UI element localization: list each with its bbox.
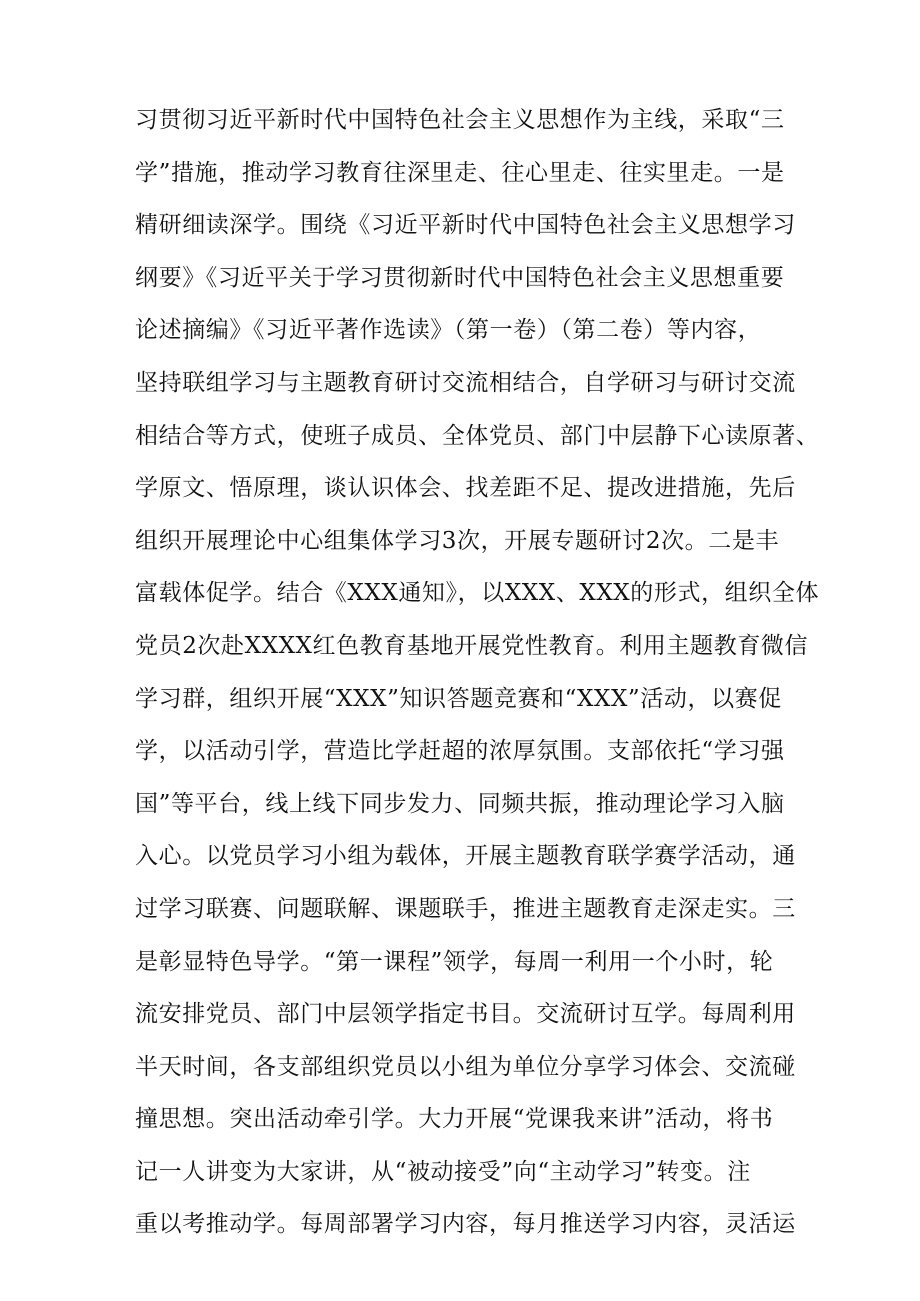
text-line-16: 过学习联赛、问题联解、课题联手，推进主题教育走深走实。三 <box>135 895 796 922</box>
text-line-20: 撞思想。突出活动牵引学。大力开展“党课我来讲”活动，将书 <box>135 1106 774 1133</box>
text-line-3: 精研细读深学。围绕《习近平新时代中国特色社会主义思想学习 <box>135 212 796 239</box>
text-line-17: 是彰显特色导学。“第一课程”领学，每周一利用一个小时，轮 <box>135 948 774 975</box>
text-line-5: 论述摘编》《习近平著作选读》（第一卷）（第二卷）等内容， <box>135 317 762 344</box>
text-line-9: 组织开展理论中心组集体学习3次，开展专题研讨2次。二是丰 <box>135 527 780 554</box>
text-line-8: 学原文、悟原理，谈认识体会、找差距不足、提改进措施，先后 <box>135 475 796 502</box>
body-paragraph <box>135 94 825 1251</box>
text-line-21: 记一人讲变为大家讲，从“被动接受”向“主动学习”转变。注 <box>135 1158 751 1185</box>
text-line-2: 学”措施，推动学习教育往深里走、往心里走、往实里走。一是 <box>135 159 785 186</box>
text-line-15: 入心。以党员学习小组为载体，开展主题教育联学赛学活动，通 <box>135 843 796 870</box>
text-line-7: 相结合等方式，使班子成员、全体党员、部门中层静下心读原著、 <box>135 422 820 449</box>
text-line-4: 纲要》《习近平关于学习贯彻新时代中国特色社会主义思想重要 <box>135 264 785 291</box>
text-line-14: 国”等平台，线上线下同步发力、同频共振，推动理论学习入脑 <box>135 790 785 817</box>
text-line-6: 坚持联组学习与主题教育研讨交流相结合，自学研习与研讨交流 <box>135 369 796 396</box>
text-line-18: 流安排党员、部门中层领学指定书目。交流研讨互学。每周利用 <box>135 1001 796 1028</box>
text-line-12: 学习群，组织开展“XXX”知识答题竞赛和“XXX”活动，以赛促 <box>135 685 782 712</box>
text-line-22: 重以考推动学。每周部署学习内容，每月推送学习内容，灵活运 <box>135 1211 796 1238</box>
text-line-13: 学，以活动引学，营造比学赶超的浓厚氛围。支部依托“学习强 <box>135 738 785 765</box>
text-line-19: 半天时间，各支部组织党员以小组为单位分享学习体会、交流碰 <box>135 1053 796 1080</box>
text-line-1: 习贯彻习近平新时代中国特色社会主义思想作为主线，采取“三 <box>135 107 785 133</box>
text-line-11: 党员2次赴XXXX红色教育基地开展党性教育。利用主题教育微信 <box>135 632 809 659</box>
text-line-10: 富载体促学。结合《XXX通知》，以XXX、XXX的形式，组织全体 <box>135 580 820 607</box>
